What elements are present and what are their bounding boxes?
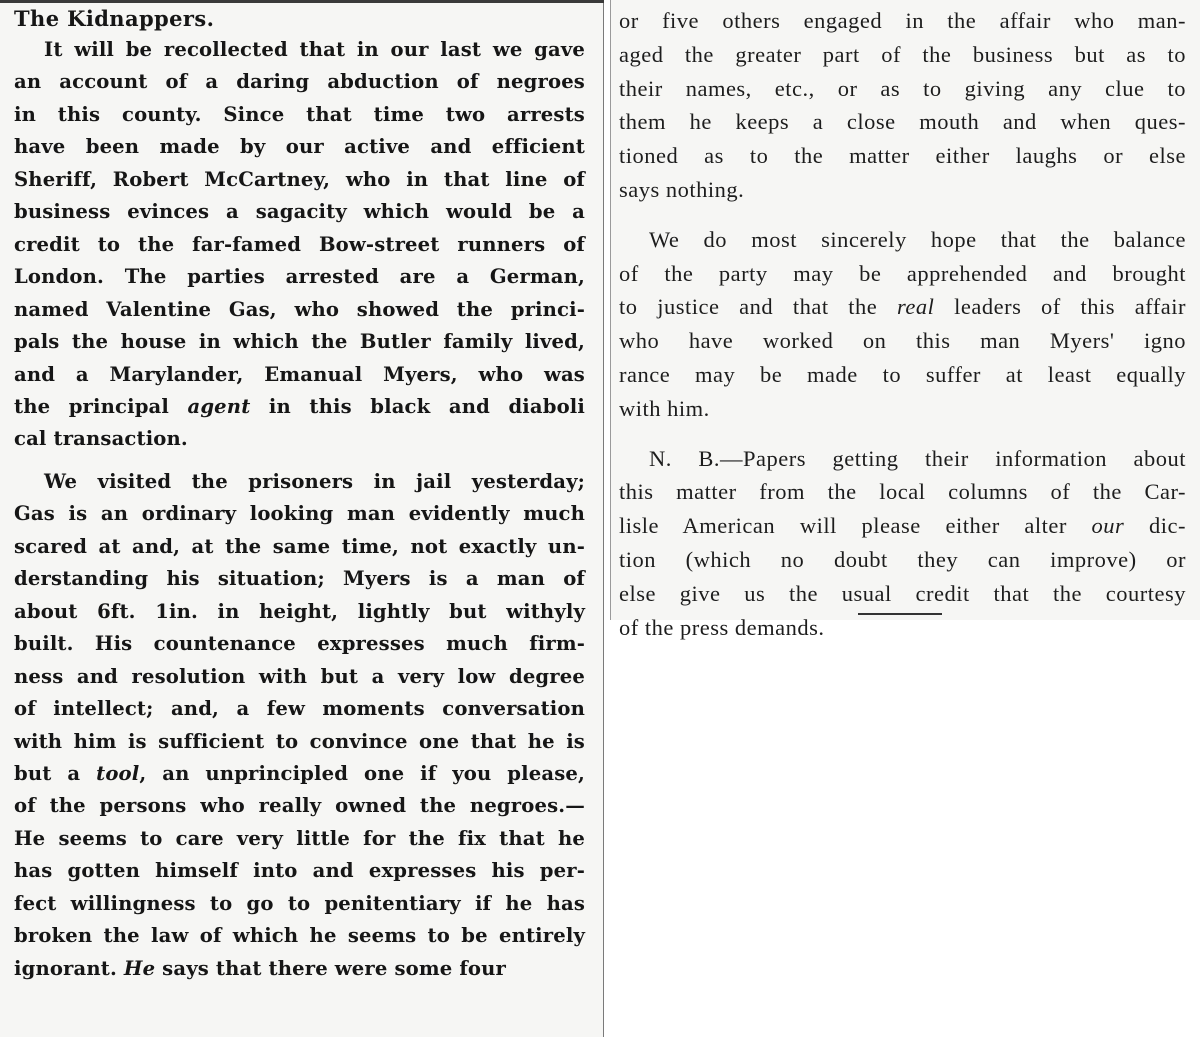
- emphasis: tool: [96, 761, 140, 785]
- emphasis: agent: [187, 394, 251, 418]
- text-line: about 6ft. 1in. in height, lightly but withyly: [14, 599, 585, 623]
- text-line: aged the greater part of the business but as to: [619, 41, 1186, 67]
- text-line: He seems to care very little for the fix that he: [14, 826, 585, 850]
- text-line: in this county. Since that time two arrests: [14, 102, 585, 126]
- text-line: scared at and, at the same time, not exactly un-: [14, 534, 585, 558]
- text-line: this matter from the local columns of the Car-: [619, 479, 1186, 505]
- paragraph-2: [14, 466, 585, 985]
- text-line: of the press demands.: [619, 614, 825, 640]
- text-line: It will be recollected that in our last we gave: [44, 38, 585, 61]
- text-line: rance may be made to suffer at least equally: [619, 361, 1186, 387]
- text-line: cal transaction.: [14, 427, 188, 451]
- text-line: business evinces a sagacity which would be a: [14, 200, 585, 224]
- paragraph-continuation: [619, 4, 1186, 207]
- text-line: but a tool, an unprincipled one if you please,: [14, 761, 585, 785]
- text-line: them he keeps a close mouth and when ques-: [619, 109, 1186, 135]
- text-line: Gas is an ordinary looking man evidently much: [14, 502, 585, 526]
- text-line: have been made by our active and efficient: [14, 135, 585, 159]
- text-line: says nothing.: [619, 176, 745, 202]
- text-line: lisle American will please either alter our dic-: [619, 513, 1186, 539]
- text-line: Sheriff, Robert McCartney, who in that line of: [14, 167, 585, 191]
- text-line: their names, etc., or as to giving any clue to: [619, 75, 1186, 101]
- text-line: built. His countenance expresses much firm-: [14, 632, 585, 656]
- text-line: tion (which no doubt they can improve) or: [619, 546, 1186, 572]
- text-line: who have worked on this man Myers' igno: [619, 328, 1186, 354]
- right-column: [610, 0, 1200, 640]
- text-line: the principal agent in this black and diaboli: [14, 394, 585, 418]
- emphasis: real: [896, 294, 935, 320]
- text-line: of the persons who really owned the negroes.—: [14, 794, 585, 818]
- headline: The Kidnappers.: [14, 6, 215, 31]
- emphasis: our: [1091, 513, 1125, 539]
- top-rule: [0, 0, 604, 3]
- text-line: credit to the far-famed Bow-street runners of: [14, 232, 585, 256]
- text-line: to justice and that the real leaders of this affair: [619, 294, 1186, 320]
- text-line: fect willingness to go to penitentiary if he has: [14, 891, 585, 915]
- paragraph-hope: [619, 223, 1186, 426]
- text-line: named Valentine Gas, who showed the princi-: [14, 297, 585, 321]
- text-line: pals the house in which the Butler family lived,: [14, 330, 585, 354]
- text-line: of intellect; and, a few moments conversation: [14, 697, 585, 721]
- text-line: broken the law of which he seems to be entirely: [14, 924, 585, 948]
- text-line: N. B.—Papers getting their information about: [649, 445, 1186, 471]
- text-line: an account of a daring abduction of negroes: [14, 70, 585, 94]
- text-line: ness and resolution with but a very low degree: [14, 664, 585, 688]
- text-line: and a Marylander, Emanual Myers, who was: [14, 362, 585, 386]
- end-rule: [858, 613, 942, 615]
- emphasis: He: [123, 956, 156, 980]
- text-line: of the party may be apprehended and brought: [619, 260, 1186, 286]
- text-line: with him.: [619, 395, 710, 421]
- text-line: or five others engaged in the affair who man-: [619, 8, 1186, 33]
- text-line: ignorant. He says that there were some four: [14, 956, 507, 980]
- text-line: with him is sufficient to convince one that he is: [14, 729, 585, 753]
- text-line: has gotten himself into and expresses his per-: [14, 859, 585, 883]
- text-line: We visited the prisoners in jail yesterday;: [44, 469, 585, 493]
- paragraph-1: [14, 34, 585, 456]
- text-line: derstanding his situation; Myers is a man of: [14, 567, 585, 591]
- text-line: We do most sincerely hope that the balance: [649, 226, 1186, 252]
- text-line: else give us the usual credit that the courtesy: [619, 580, 1186, 606]
- text-line: London. The parties arrested are a German,: [14, 265, 585, 289]
- text-line: tioned as to the matter either laughs or else: [619, 143, 1186, 169]
